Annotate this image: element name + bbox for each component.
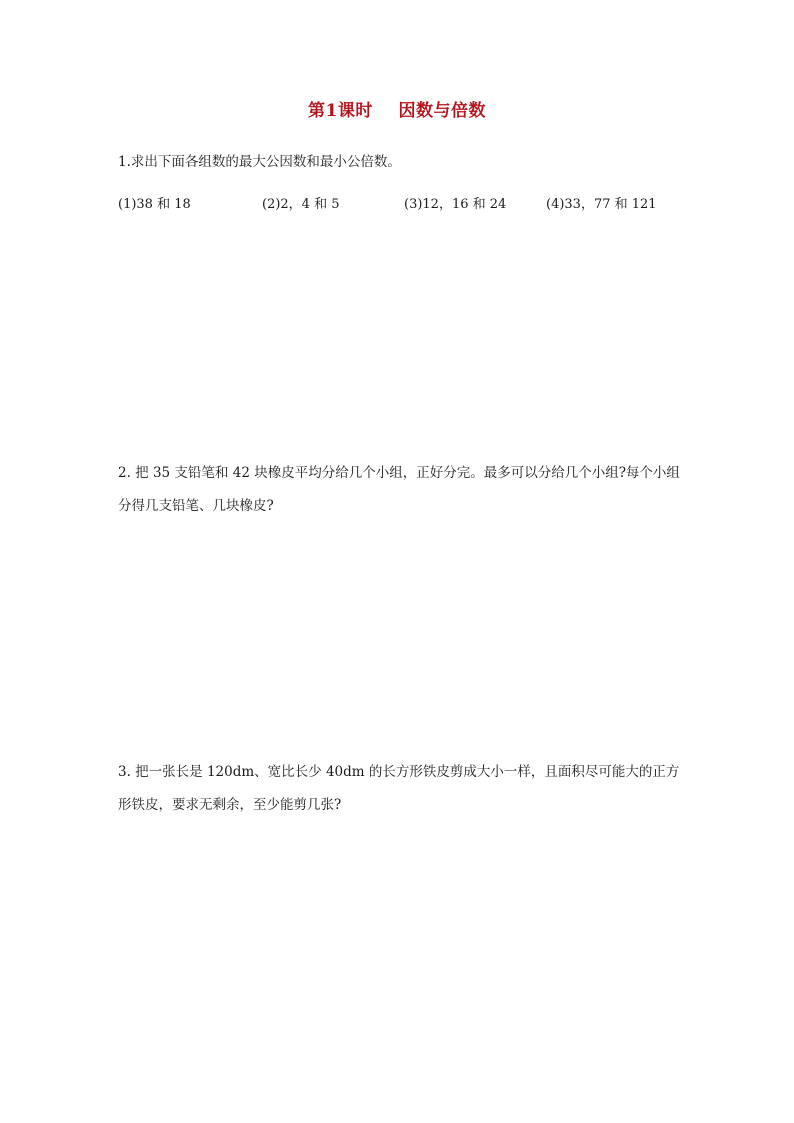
question-1-text: 1.求出下面各组数的最大公因数和最小公倍数。 [118,154,401,170]
question-1-part-4: (4)33，77 和 121 [546,197,657,212]
question-2-text: 2. 把 35 支铅笔和 42 块橡皮平均分给几个小组，正好分完。最多可以分给几个小组?每个小组分得几支铅笔、几块橡皮? [118,465,680,514]
question-1-part-3: (3)12，16 和 24 [404,197,507,212]
question-3-text: 3. 把一张长是 120dm、宽比长少 40dm 的长方形铁皮剪成大小一样，且面积尽可能大的正方形铁皮，要求无剩余，至少能剪几张? [118,764,680,813]
question-1-parts [118,193,678,217]
lesson-title: 第1课时 因数与倍数 [307,101,486,121]
question-1-part-2: (2)2，4 和 5 [262,197,340,212]
question-1-part-1: (1)38 和 18 [118,197,191,212]
